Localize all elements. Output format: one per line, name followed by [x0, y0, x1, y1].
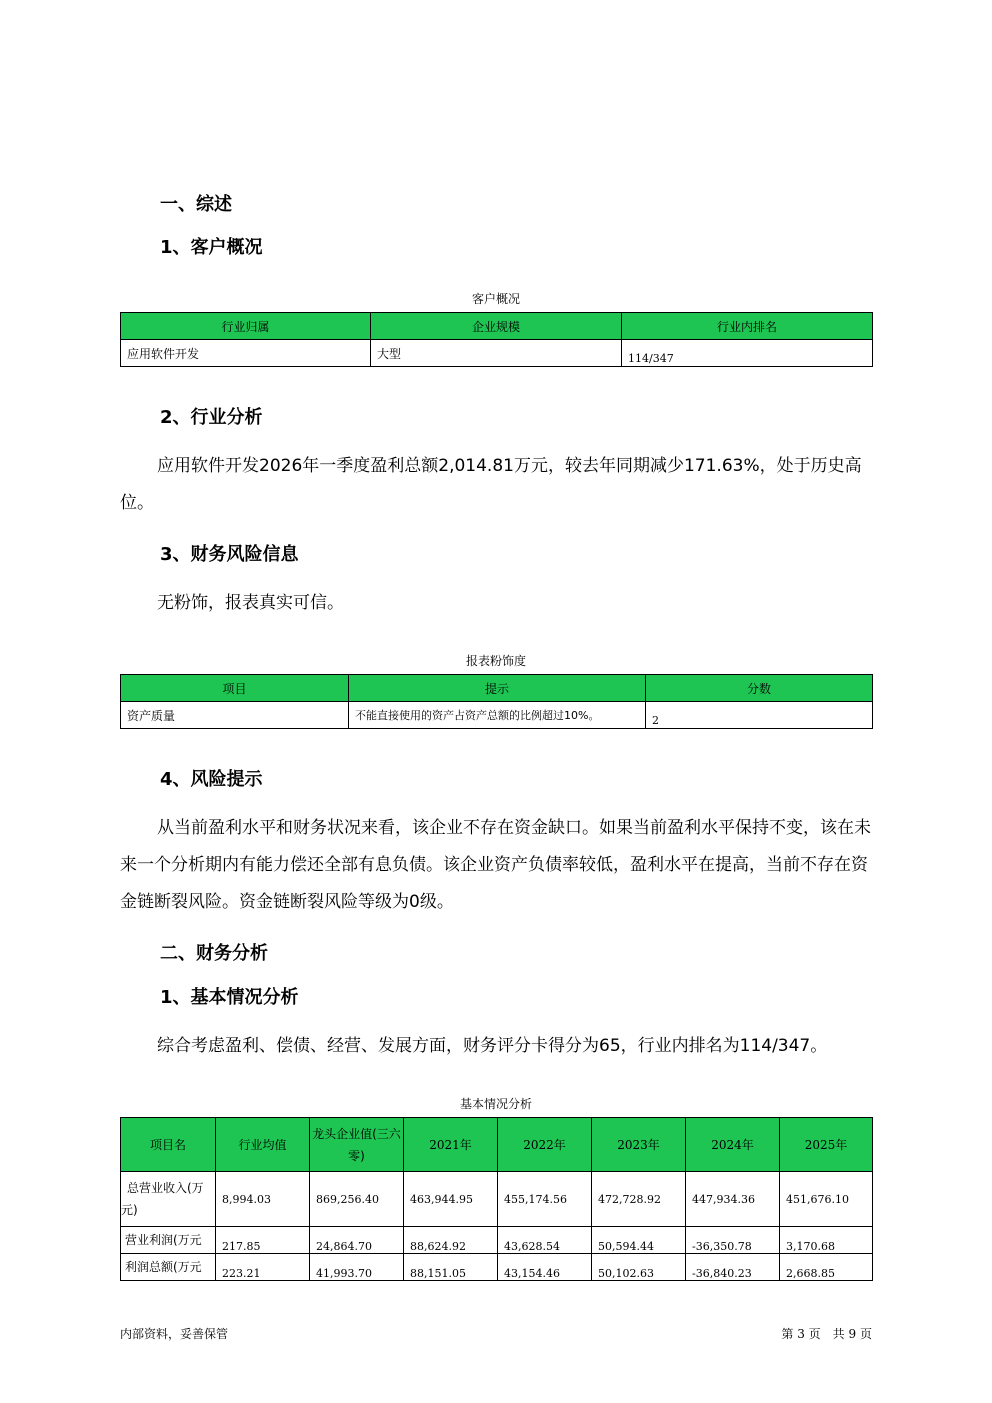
table-header-cell: 行业均值 — [216, 1118, 310, 1172]
table-cell: -36,350.78 — [686, 1227, 780, 1254]
table-header-cell: 分数 — [646, 675, 873, 702]
subsection-title-basic-analysis: 1、基本情况分析 — [160, 987, 299, 1008]
table-cell: 455,174.56 — [498, 1172, 592, 1227]
footer-confidential-note: 内部资料，妥善保管 — [120, 1327, 229, 1341]
table-cell: 447,934.36 — [686, 1172, 780, 1227]
table-header-cell: 2023年 — [592, 1118, 686, 1172]
table-cell: 资产质量 — [121, 702, 349, 729]
table-cell: 114/347 — [622, 340, 873, 367]
table-cell: 50,102.63 — [592, 1254, 686, 1281]
table-row — [121, 1172, 873, 1227]
table-caption-basic: 基本情况分析 — [459, 1097, 532, 1111]
page-current: 3 — [797, 1327, 805, 1341]
footer-page-number — [781, 1325, 872, 1342]
subsection-title-customer: 1、客户概况 — [160, 237, 263, 258]
table-cell: 50,594.44 — [592, 1227, 686, 1254]
table-header-cell: 企业规模 — [371, 313, 622, 340]
table-header-cell: 2022年 — [498, 1118, 592, 1172]
table-header-cell: 提示 — [349, 675, 646, 702]
table-cell: 3,170.68 — [780, 1227, 873, 1254]
table-cell: 451,676.10 — [780, 1172, 873, 1227]
page-prefix: 第 — [781, 1327, 794, 1341]
table-cell: 不能直接使用的资产占资产总额的比例超过10%。 — [349, 702, 646, 729]
table-header-cell: 行业归属 — [121, 313, 371, 340]
table-header-cell: 2025年 — [780, 1118, 873, 1172]
subsection-title-financial-risk: 3、财务风险信息 — [160, 544, 299, 565]
table-header-row — [121, 675, 873, 702]
table-row — [121, 1227, 873, 1254]
table-cell: 应用软件开发 — [121, 340, 371, 367]
table-cell: 41,993.70 — [310, 1254, 404, 1281]
table-cell: 88,151.05 — [404, 1254, 498, 1281]
customer-overview-table — [120, 312, 873, 367]
table-cell: 2,668.85 — [780, 1254, 873, 1281]
table-cell: 463,944.95 — [404, 1172, 498, 1227]
table-header-cell: 项目 — [121, 675, 349, 702]
embellishment-table — [120, 674, 873, 729]
table-row — [121, 1254, 873, 1281]
table-cell: 43,628.54 — [498, 1227, 592, 1254]
table-cell: 869,256.40 — [310, 1172, 404, 1227]
table-cell: 217.85 — [216, 1227, 310, 1254]
page-mid: 页 共 — [808, 1327, 845, 1341]
table-row — [121, 702, 873, 729]
table-row — [121, 340, 873, 367]
basic-analysis-text: 综合考虑盈利、偿债、经营、发展方面，财务评分卡得分为65，行业内排名为114/347。 — [157, 1036, 828, 1056]
subsection-title-risk-warning: 4、风险提示 — [160, 769, 263, 790]
table-cell: 总营业收入(万元) — [121, 1172, 216, 1227]
table-cell: -36,840.23 — [686, 1254, 780, 1281]
basic-analysis-table — [120, 1117, 873, 1281]
table-cell: 88,624.92 — [404, 1227, 498, 1254]
table-header-cell: 2021年 — [404, 1118, 498, 1172]
table-cell: 2 — [646, 702, 873, 729]
industry-analysis-text: 应用软件开发2026年一季度盈利总额2,014.81万元，较去年同期减少171.63%，处于历史高位。 — [120, 456, 862, 513]
table-cell: 大型 — [371, 340, 622, 367]
table-cell: 营业利润(万元 — [121, 1227, 216, 1254]
section-title-financial-analysis: 二、财务分析 — [160, 943, 268, 964]
table-header-cell: 2024年 — [686, 1118, 780, 1172]
table-cell: 472,728.92 — [592, 1172, 686, 1227]
table-header-row — [121, 1118, 873, 1172]
financial-risk-text: 无粉饰，报表真实可信。 — [157, 593, 344, 613]
table-header-cell: 行业内排名 — [622, 313, 873, 340]
table-cell: 8,994.03 — [216, 1172, 310, 1227]
page-suffix: 页 — [859, 1327, 872, 1341]
table-caption-customer: 客户概况 — [471, 292, 520, 306]
table-header-cell: 龙头企业值(三六零) — [310, 1118, 404, 1172]
table-header-row — [121, 313, 873, 340]
subsection-title-industry: 2、行业分析 — [160, 407, 263, 428]
risk-warning-text: 从当前盈利水平和财务状况来看，该企业不存在资金缺口。如果当前盈利水平保持不变，该在未来一个分析期内有能力偿还全部有息负债。该企业资产负债率较低，盈利水平在提高，当前不存在资金链断裂风险。资金链断裂风险等级为0级。 — [120, 818, 871, 912]
table-header-cell: 项目名 — [121, 1118, 216, 1172]
table-caption-embellishment: 报表粉饰度 — [465, 654, 526, 668]
table-cell: 24,864.70 — [310, 1227, 404, 1254]
section-title-overview: 一、综述 — [160, 194, 232, 215]
table-cell: 223.21 — [216, 1254, 310, 1281]
table-cell: 利润总额(万元 — [121, 1254, 216, 1281]
table-cell: 43,154.46 — [498, 1254, 592, 1281]
page-total: 9 — [848, 1327, 857, 1341]
